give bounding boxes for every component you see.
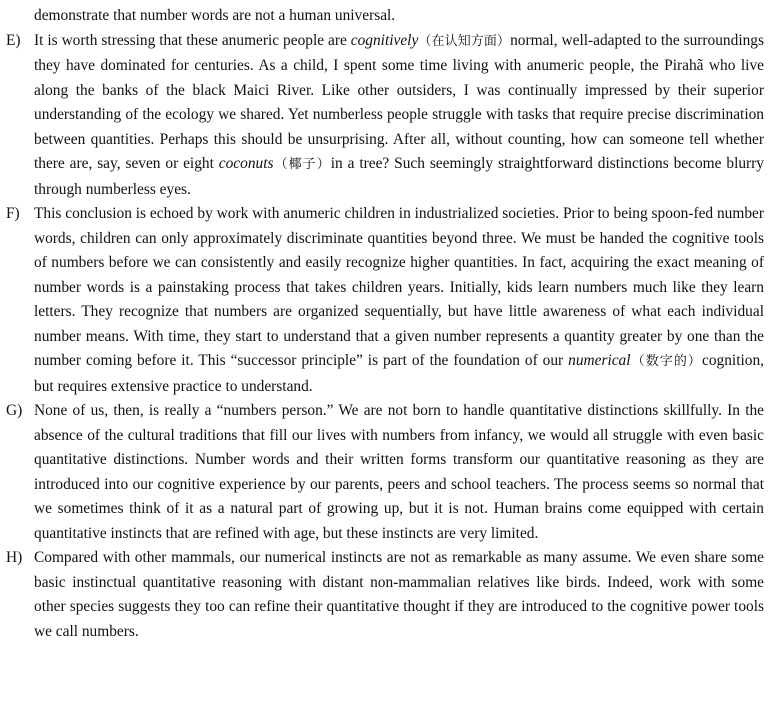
italic-term: numerical [568,352,631,369]
paragraph-text [34,29,764,203]
paragraph-text: Compared with other mammals, our numerical instincts are not as remarkable as many assume. We even share some basic instinctual quantitative reasoning with distant non-mammalian relatives like birds. Indeed, work with some other species suggests they too can refine their quantitative thought if they are introduced to the cognitive power tools we call numbers. [34,549,764,640]
paragraph-f [6,202,764,399]
chinese-gloss: （数字的） [630,354,703,369]
paragraph-letter: F) [6,205,20,222]
chinese-gloss: （椰子） [273,157,331,172]
chinese-gloss: （在认知方面） [418,33,511,49]
text-segment: It is worth stressing that these anumeric people are [34,31,351,49]
paragraph-e [6,29,764,203]
paragraph-continuation [6,4,764,29]
paragraph-g [6,399,764,546]
paragraph-text: demonstrate that number words are not a human universal. [34,7,396,24]
text-segment: cognition, but requires extensive practice to understand. [34,352,764,395]
paragraph-letter: G) [6,402,23,419]
text-segment: This conclusion is echoed by work with anumeric children in industrialized societies. Prior to being spoon-fed number words, children can only approximately discriminate quantities beyond three. We must be handed the cognitive tools of numbers before we can consistently and easily recognize higher quantities. In fact, acquiring the exact meaning of number words is a painstaking process that takes children years. Initially, kids learn numbers much like they learn letters. They recognize that numbers are organized sequentially, but have little awareness of what each individual number means. With time, they start to understand that a given number represents a quantity greater by one than the number coming before it. This “successor principle” is part of the foundation of our [34,205,764,369]
italic-term: cognitively [350,31,419,49]
text-segment: normal, well-adapted to the surroundings they have dominated for centuries. As a child, I spent some time living with anumeric people, the Pirahã who live along the banks of the black Maici River. Like other outsiders, I was continually impressed by their superior understanding of the ecology we shared. Yet numberless people struggle with tasks that require precise discrimination between quantities. Perhaps this should be unsurprising. After all, without counting, how can someone tell whether there are, say, seven or eight [34,31,764,172]
paragraph-h [6,546,764,644]
paragraph-letter: H) [6,549,23,566]
paragraph-letter: E) [6,31,21,49]
text-segment: in a tree? Such seemingly straightforward distinctions become blurry through numberless eyes. [34,155,764,198]
italic-term: coconuts [218,155,274,172]
paragraph-text [34,202,764,399]
paragraph-text: None of us, then, is really a “numbers person.” We are not born to handle quantitative distinctions skillfully. In the absence of the cultural traditions that fill our lives with numbers from infancy, we would all struggle with even basic quantitative distinctions. Number words and their written forms transform our quantitative reasoning as they are introduced into our cognitive experience by our parents, peers and school teachers. The process seems so normal that we sometimes think of it as a natural part of growing up, but it is not. Human brains come equipped with certain quantitative instincts that are refined with age, but these instincts are very limited. [34,402,764,542]
